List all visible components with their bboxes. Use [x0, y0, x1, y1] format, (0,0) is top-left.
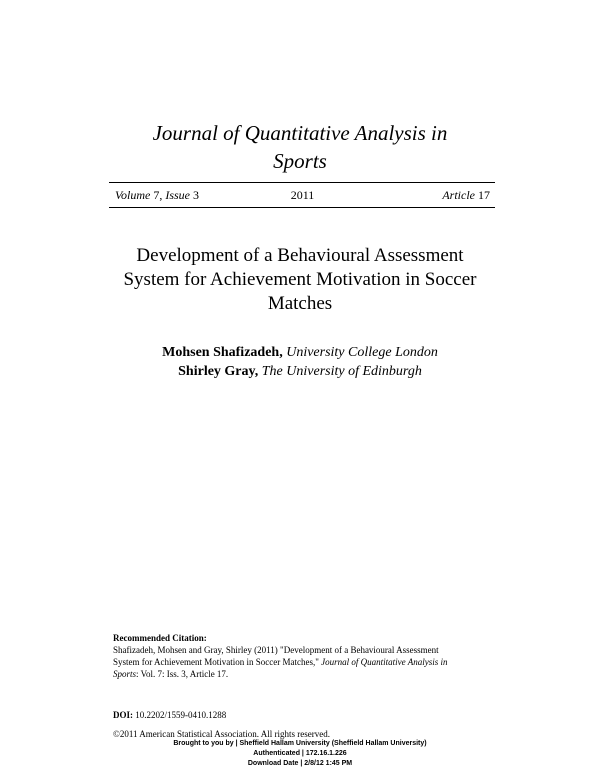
- journal-title-line-2: Sports: [273, 149, 327, 173]
- journal-title-line-1: Journal of Quantitative Analysis in: [152, 121, 448, 145]
- author-name: Mohsen Shafizadeh,: [162, 345, 283, 360]
- download-footer: [0, 739, 600, 769]
- author-2: [90, 362, 510, 381]
- footer-line-1: Brought to you by | Sheffield Hallam University (Sheffield Hallam University): [173, 740, 427, 747]
- article-number: Article 17: [442, 188, 490, 202]
- author-affiliation: University College London: [286, 345, 438, 360]
- doi-link[interactable]: 10.2202/1559-0410.1288: [135, 710, 227, 720]
- doi: [113, 709, 226, 721]
- article-title-line-1: Development of a Behavioural Assessment: [136, 245, 464, 266]
- citation-line-1: Shafizadeh, Mohsen and Gray, Shirley (2011) "Development of a Behavioural Assessment: [113, 645, 439, 655]
- author-affiliation: The University of Edinburgh: [261, 364, 422, 379]
- citation-line-2: System for Achievement Motivation in Soccer Matches," Journal of Quantitative Analysis in: [113, 657, 448, 667]
- author-list: [90, 343, 510, 381]
- journal-title: [90, 119, 510, 175]
- publication-year: 2011: [290, 188, 315, 202]
- citation-line-3: Sports: Vol. 7: Iss. 3, Article 17.: [113, 669, 229, 679]
- top-rule: [109, 182, 495, 183]
- citation-heading: Recommended Citation:: [113, 633, 207, 643]
- footer-line-3: Download Date | 2/8/12 1:45 PM: [247, 760, 353, 767]
- article-title: [95, 244, 505, 316]
- footer-line-2: Authenticated | 172.16.1.226: [253, 750, 347, 757]
- article-title-line-2: System for Achievement Motivation in Soccer: [123, 269, 477, 290]
- doi-label: DOI:: [113, 710, 133, 720]
- bottom-rule: [109, 207, 495, 208]
- volume-issue: Volume 7, Issue 3: [115, 188, 199, 202]
- author-1: [90, 343, 510, 362]
- author-name: Shirley Gray,: [178, 364, 259, 379]
- article-title-line-3: Matches: [267, 293, 333, 314]
- recommended-citation: [113, 632, 493, 680]
- issue-info-row: [115, 186, 490, 204]
- copyright-notice: ©2011 American Statistical Association. All rights reserved.: [113, 729, 330, 739]
